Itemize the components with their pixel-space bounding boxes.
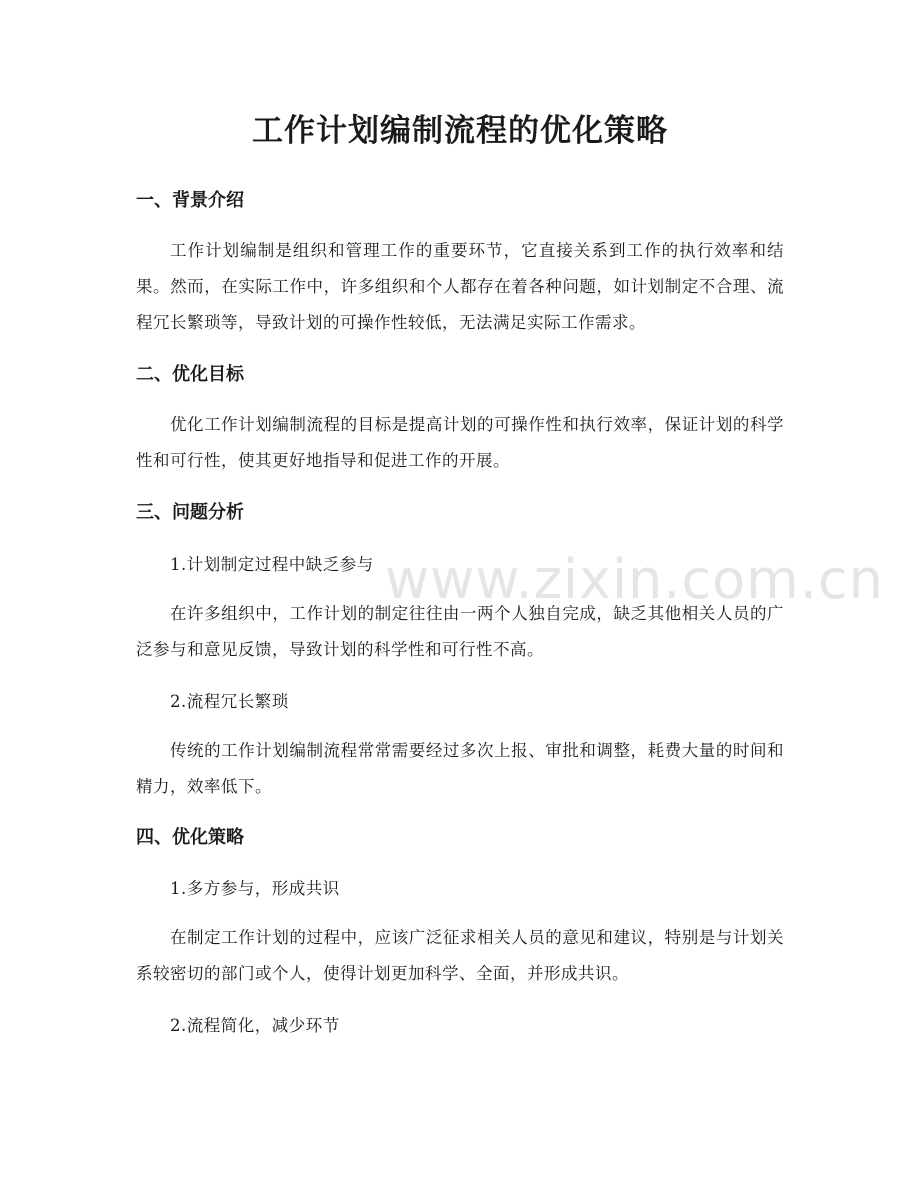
subheading-analysis-1: 1.计划制定过程中缺乏参与 — [170, 555, 374, 574]
section-heading-goal: 二、优化目标 — [136, 364, 244, 385]
section-paragraph-background: 工作计划编制是组织和管理工作的重要环节，它直接关系到工作的执行效率和结果。然而，在实际工作中，许多组织和个人都存在着各种问题，如计划制定不合理、流程冗长繁琐等，导致计划的可操作性较低，无法满足实际工作需求。 — [136, 241, 784, 332]
section-heading-strategy: 四、优化策略 — [136, 827, 244, 848]
watermark: www.zixin.com.cn — [385, 548, 884, 611]
subheading-strategy-2: 2.流程简化，减少环节 — [170, 1016, 340, 1035]
section-heading-analysis: 三、问题分析 — [136, 502, 244, 523]
document-title: 工作计划编制流程的优化策略 — [252, 113, 668, 149]
paragraph-analysis-1: 在许多组织中，工作计划的制定往往由一两个人独自完成，缺乏其他相关人员的广泛参与和意见反馈，导致计划的科学性和可行性不高。 — [136, 604, 784, 659]
paragraph-strategy-1: 在制定工作计划的过程中，应该广泛征求相关人员的意见和建议，特别是与计划关系较密切的部门或个人，使得计划更加科学、全面，并形成共识。 — [136, 928, 784, 983]
section-paragraph-goal: 优化工作计划编制流程的目标是提高计划的可操作性和执行效率，保证计划的科学性和可行性，使其更好地指导和促进工作的开展。 — [136, 415, 784, 470]
subheading-analysis-2: 2.流程冗长繁琐 — [170, 692, 289, 711]
section-heading-background: 一、背景介绍 — [136, 190, 244, 211]
paragraph-analysis-2: 传统的工作计划编制流程常常需要经过多次上报、审批和调整，耗费大量的时间和精力，效率低下。 — [136, 741, 784, 796]
subheading-strategy-1: 1.多方参与，形成共识 — [170, 879, 340, 898]
